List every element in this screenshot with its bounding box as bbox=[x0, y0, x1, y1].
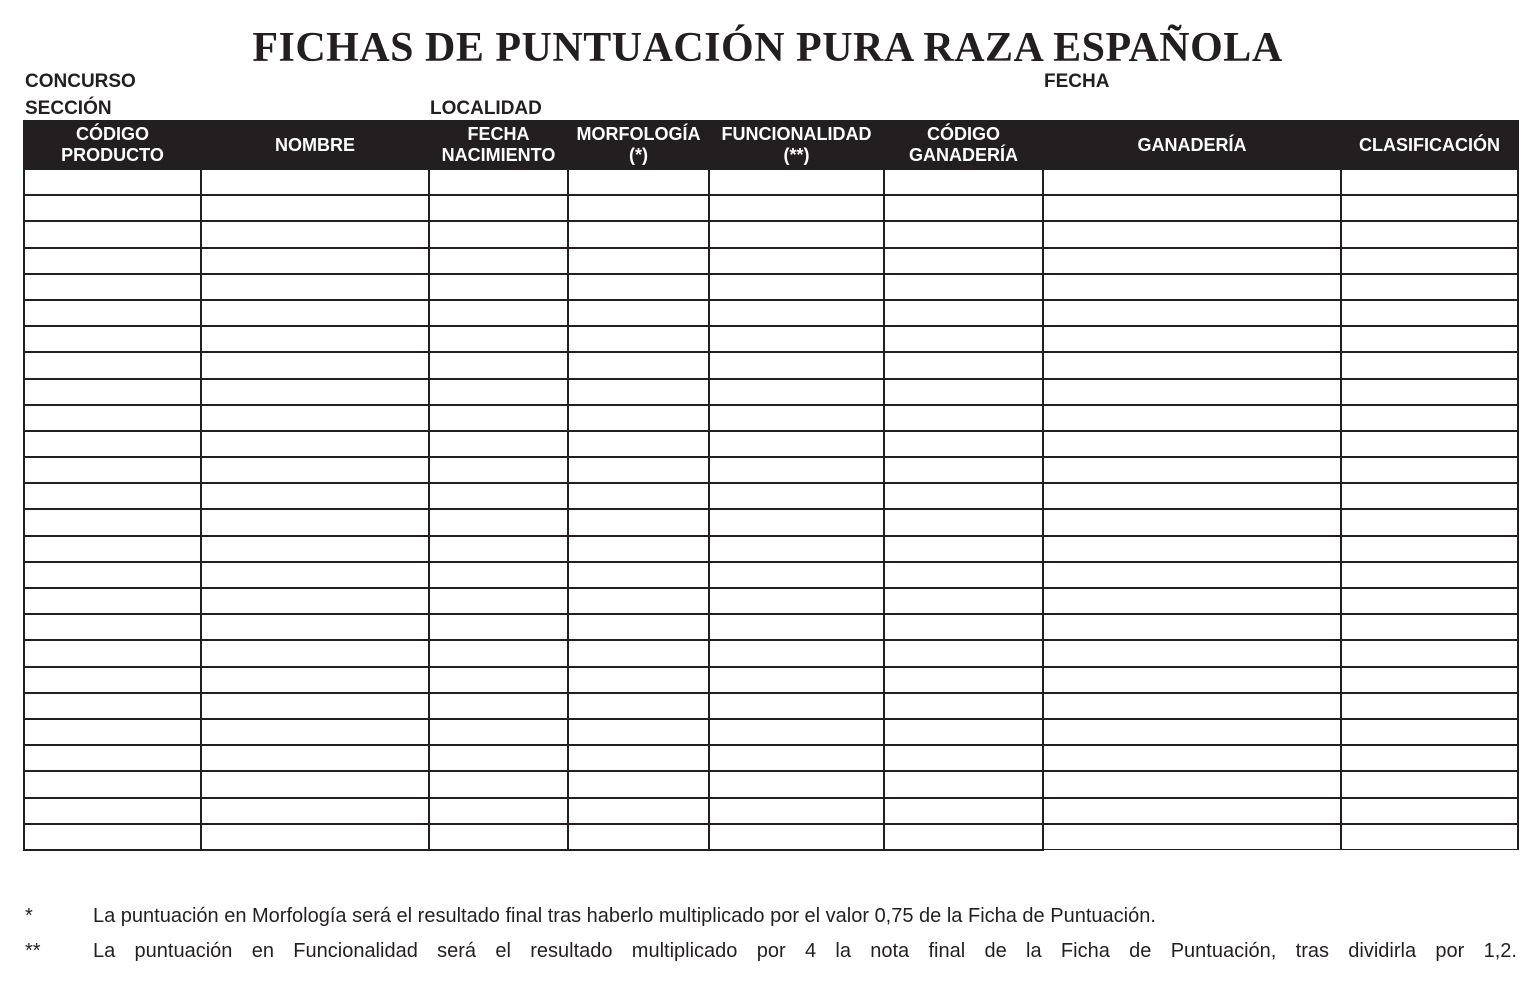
table-cell[interactable] bbox=[429, 667, 568, 693]
table-cell[interactable] bbox=[1043, 536, 1341, 562]
table-cell[interactable] bbox=[709, 221, 884, 247]
table-cell[interactable] bbox=[568, 405, 709, 431]
table-cell[interactable] bbox=[1043, 248, 1341, 274]
table-cell[interactable] bbox=[429, 300, 568, 326]
table-cell[interactable] bbox=[568, 771, 709, 797]
table-cell[interactable] bbox=[429, 352, 568, 378]
table-row bbox=[24, 169, 1518, 195]
table-cell[interactable] bbox=[884, 798, 1043, 824]
footnote-text: La puntuación en Funcionalidad será el resultado multiplicado por 4 la nota final de la Ficha de Puntuación, tras dividirla por 1,2. bbox=[93, 940, 1517, 962]
table-cell[interactable] bbox=[201, 352, 429, 378]
table-cell[interactable] bbox=[201, 562, 429, 588]
table-cell[interactable] bbox=[1043, 614, 1341, 640]
table-cell[interactable] bbox=[709, 379, 884, 405]
table-cell[interactable] bbox=[884, 719, 1043, 745]
table-cell[interactable] bbox=[201, 379, 429, 405]
table-cell[interactable] bbox=[201, 300, 429, 326]
table-cell[interactable] bbox=[201, 405, 429, 431]
table-row bbox=[24, 693, 1518, 719]
table-cell[interactable] bbox=[201, 509, 429, 535]
table-cell[interactable] bbox=[1341, 457, 1518, 483]
table-cell[interactable] bbox=[568, 274, 709, 300]
header-line: CLASIFICACIÓN bbox=[1359, 134, 1500, 155]
table-cell[interactable] bbox=[24, 352, 201, 378]
table-row bbox=[24, 667, 1518, 693]
table-cell[interactable] bbox=[709, 693, 884, 719]
table-cell[interactable] bbox=[1341, 248, 1518, 274]
table-cell[interactable] bbox=[429, 431, 568, 457]
table-cell[interactable] bbox=[568, 195, 709, 221]
table-cell[interactable] bbox=[884, 274, 1043, 300]
table-row bbox=[24, 509, 1518, 535]
table-cell[interactable] bbox=[429, 745, 568, 771]
table-cell[interactable] bbox=[1043, 483, 1341, 509]
header-codigo-ganaderia bbox=[884, 121, 1043, 169]
localidad-label: LOCALIDAD bbox=[430, 98, 542, 119]
table-cell[interactable] bbox=[884, 562, 1043, 588]
table-cell[interactable] bbox=[201, 798, 429, 824]
table-cell[interactable] bbox=[1043, 352, 1341, 378]
table-cell[interactable] bbox=[568, 431, 709, 457]
table-cell[interactable] bbox=[884, 457, 1043, 483]
header-line: FECHA bbox=[467, 124, 530, 144]
table-row bbox=[24, 588, 1518, 614]
table-cell[interactable] bbox=[568, 169, 709, 195]
table-cell[interactable] bbox=[709, 300, 884, 326]
table-cell[interactable] bbox=[1043, 169, 1341, 195]
concurso-label: CONCURSO bbox=[25, 71, 136, 92]
table-cell[interactable] bbox=[709, 248, 884, 274]
table-row bbox=[24, 457, 1518, 483]
score-table bbox=[23, 120, 1519, 851]
table-cell[interactable] bbox=[1341, 588, 1518, 614]
table-cell[interactable] bbox=[884, 640, 1043, 666]
table-cell[interactable] bbox=[201, 667, 429, 693]
table-cell[interactable] bbox=[201, 457, 429, 483]
table-cell[interactable] bbox=[429, 536, 568, 562]
table-cell[interactable] bbox=[709, 719, 884, 745]
table-cell[interactable] bbox=[24, 326, 201, 352]
table-cell[interactable] bbox=[1341, 562, 1518, 588]
table-row bbox=[24, 326, 1518, 352]
table-cell[interactable] bbox=[24, 300, 201, 326]
table-cell[interactable] bbox=[429, 798, 568, 824]
table-cell[interactable] bbox=[201, 745, 429, 771]
table-row bbox=[24, 536, 1518, 562]
table-cell[interactable] bbox=[884, 588, 1043, 614]
table-cell[interactable] bbox=[568, 300, 709, 326]
table-cell[interactable] bbox=[24, 562, 201, 588]
table-cell[interactable] bbox=[429, 195, 568, 221]
table-body bbox=[24, 169, 1518, 850]
table-cell[interactable] bbox=[1341, 667, 1518, 693]
table-cell[interactable] bbox=[429, 379, 568, 405]
table-cell[interactable] bbox=[1043, 667, 1341, 693]
header-line: GANADERÍA bbox=[908, 145, 1018, 165]
table-cell[interactable] bbox=[429, 562, 568, 588]
table-cell[interactable] bbox=[884, 509, 1043, 535]
table-cell[interactable] bbox=[429, 771, 568, 797]
table-cell[interactable] bbox=[568, 221, 709, 247]
table-cell[interactable] bbox=[709, 509, 884, 535]
header-line: (*) bbox=[629, 145, 648, 165]
table-cell[interactable] bbox=[568, 588, 709, 614]
table-cell[interactable] bbox=[24, 509, 201, 535]
table-cell[interactable] bbox=[1341, 274, 1518, 300]
table-cell[interactable] bbox=[1341, 405, 1518, 431]
table-cell[interactable] bbox=[429, 614, 568, 640]
table-cell[interactable] bbox=[201, 640, 429, 666]
table-cell[interactable] bbox=[24, 640, 201, 666]
header-line: NACIMIENTO bbox=[441, 145, 556, 165]
header-clasificacion bbox=[1341, 121, 1518, 169]
header-funcionalidad bbox=[709, 121, 884, 169]
table-cell[interactable] bbox=[201, 771, 429, 797]
table-cell[interactable] bbox=[1043, 431, 1341, 457]
table-cell[interactable] bbox=[1341, 379, 1518, 405]
table-cell[interactable] bbox=[884, 667, 1043, 693]
header-line: PRODUCTO bbox=[61, 145, 164, 165]
table-cell[interactable] bbox=[24, 719, 201, 745]
table-row bbox=[24, 300, 1518, 326]
table-cell[interactable] bbox=[24, 536, 201, 562]
table-cell[interactable] bbox=[201, 248, 429, 274]
footnote-morfologia bbox=[25, 904, 1517, 928]
table-cell[interactable] bbox=[1341, 719, 1518, 745]
table-cell[interactable] bbox=[1341, 352, 1518, 378]
table-cell[interactable] bbox=[201, 221, 429, 247]
table-cell[interactable] bbox=[1341, 169, 1518, 195]
table-cell[interactable] bbox=[709, 326, 884, 352]
table-cell[interactable] bbox=[24, 667, 201, 693]
table-cell[interactable] bbox=[24, 431, 201, 457]
table-cell[interactable] bbox=[1043, 693, 1341, 719]
table-row bbox=[24, 562, 1518, 588]
table-cell[interactable] bbox=[201, 483, 429, 509]
table-cell[interactable] bbox=[568, 509, 709, 535]
table-cell[interactable] bbox=[884, 326, 1043, 352]
table-cell[interactable] bbox=[709, 798, 884, 824]
table-cell[interactable] bbox=[1043, 824, 1341, 850]
table-cell[interactable] bbox=[568, 798, 709, 824]
table-cell[interactable] bbox=[1341, 614, 1518, 640]
table-cell[interactable] bbox=[429, 405, 568, 431]
table-cell[interactable] bbox=[1341, 509, 1518, 535]
table-cell[interactable] bbox=[884, 379, 1043, 405]
table-cell[interactable] bbox=[429, 326, 568, 352]
header-fecha-nacimiento bbox=[429, 121, 568, 169]
table-cell[interactable] bbox=[429, 719, 568, 745]
table-cell[interactable] bbox=[429, 509, 568, 535]
table-cell[interactable] bbox=[201, 693, 429, 719]
table-row bbox=[24, 640, 1518, 666]
header-line: FUNCIONALIDAD bbox=[721, 124, 872, 144]
table-row bbox=[24, 248, 1518, 274]
table-cell[interactable] bbox=[1043, 798, 1341, 824]
table-cell[interactable] bbox=[429, 457, 568, 483]
header-nombre bbox=[201, 121, 429, 169]
table-cell[interactable] bbox=[568, 536, 709, 562]
table-cell[interactable] bbox=[1341, 771, 1518, 797]
table-cell[interactable] bbox=[884, 536, 1043, 562]
footnote-text: La puntuación en Morfología será el resultado final tras haberlo multiplicado por el valor 0,75 de la Ficha de Puntuación. bbox=[93, 905, 1156, 927]
table-row bbox=[24, 431, 1518, 457]
table-cell[interactable] bbox=[1341, 326, 1518, 352]
table-cell[interactable] bbox=[429, 274, 568, 300]
table-row bbox=[24, 771, 1518, 797]
header-codigo-producto bbox=[24, 121, 201, 169]
table-cell[interactable] bbox=[1341, 221, 1518, 247]
table-cell[interactable] bbox=[201, 536, 429, 562]
table-cell[interactable] bbox=[201, 169, 429, 195]
table-cell[interactable] bbox=[24, 221, 201, 247]
table-cell[interactable] bbox=[1341, 798, 1518, 824]
table-cell[interactable] bbox=[24, 248, 201, 274]
seccion-label: SECCIÓN bbox=[25, 98, 112, 119]
table-cell[interactable] bbox=[568, 614, 709, 640]
table-row bbox=[24, 195, 1518, 221]
table-cell[interactable] bbox=[1043, 195, 1341, 221]
table-cell[interactable] bbox=[709, 352, 884, 378]
table-cell[interactable] bbox=[568, 745, 709, 771]
footnote-funcionalidad bbox=[25, 939, 1517, 963]
table-cell[interactable] bbox=[568, 667, 709, 693]
table-cell[interactable] bbox=[884, 248, 1043, 274]
table-cell[interactable] bbox=[24, 745, 201, 771]
table-cell[interactable] bbox=[709, 169, 884, 195]
table-row bbox=[24, 221, 1518, 247]
header-ganaderia bbox=[1043, 121, 1341, 169]
table-cell[interactable] bbox=[884, 221, 1043, 247]
table-cell[interactable] bbox=[201, 274, 429, 300]
table-cell[interactable] bbox=[429, 169, 568, 195]
table-cell[interactable] bbox=[429, 824, 568, 850]
table-cell[interactable] bbox=[884, 405, 1043, 431]
table-cell[interactable] bbox=[568, 326, 709, 352]
table-cell[interactable] bbox=[24, 405, 201, 431]
table-cell[interactable] bbox=[201, 195, 429, 221]
table-cell[interactable] bbox=[1341, 536, 1518, 562]
header-line: (**) bbox=[783, 145, 810, 165]
table-row bbox=[24, 352, 1518, 378]
table-cell[interactable] bbox=[709, 614, 884, 640]
table-cell[interactable] bbox=[24, 457, 201, 483]
table-cell[interactable] bbox=[429, 248, 568, 274]
footnote-mark: ** bbox=[25, 940, 41, 962]
table-cell[interactable] bbox=[884, 771, 1043, 797]
table-cell[interactable] bbox=[1341, 431, 1518, 457]
table-cell[interactable] bbox=[429, 588, 568, 614]
table-cell[interactable] bbox=[1341, 745, 1518, 771]
table-row bbox=[24, 745, 1518, 771]
table-cell[interactable] bbox=[1341, 693, 1518, 719]
table-header-row bbox=[24, 121, 1518, 169]
table-cell[interactable] bbox=[709, 562, 884, 588]
table-cell[interactable] bbox=[1043, 509, 1341, 535]
table-cell[interactable] bbox=[201, 588, 429, 614]
table-cell[interactable] bbox=[24, 588, 201, 614]
table-cell[interactable] bbox=[709, 536, 884, 562]
table-cell[interactable] bbox=[884, 169, 1043, 195]
table-cell[interactable] bbox=[24, 693, 201, 719]
table-cell[interactable] bbox=[1341, 824, 1518, 850]
table-cell[interactable] bbox=[884, 483, 1043, 509]
table-cell[interactable] bbox=[709, 771, 884, 797]
table-cell[interactable] bbox=[709, 667, 884, 693]
table-cell[interactable] bbox=[1043, 457, 1341, 483]
table-cell[interactable] bbox=[568, 824, 709, 850]
table-row bbox=[24, 719, 1518, 745]
table-cell[interactable] bbox=[884, 352, 1043, 378]
table-cell[interactable] bbox=[568, 483, 709, 509]
table-cell[interactable] bbox=[429, 221, 568, 247]
table-cell[interactable] bbox=[709, 483, 884, 509]
header-morfologia bbox=[568, 121, 709, 169]
table-cell[interactable] bbox=[24, 483, 201, 509]
table-cell[interactable] bbox=[568, 379, 709, 405]
table-cell[interactable] bbox=[709, 640, 884, 666]
header-line: CÓDIGO bbox=[75, 124, 149, 144]
table-cell[interactable] bbox=[884, 431, 1043, 457]
table-cell[interactable] bbox=[201, 431, 429, 457]
table-cell[interactable] bbox=[709, 195, 884, 221]
table-cell[interactable] bbox=[1043, 300, 1341, 326]
table-cell[interactable] bbox=[568, 457, 709, 483]
table-cell[interactable] bbox=[24, 195, 201, 221]
table-cell[interactable] bbox=[884, 693, 1043, 719]
table-row bbox=[24, 798, 1518, 824]
table-cell[interactable] bbox=[429, 640, 568, 666]
table-row bbox=[24, 824, 1518, 850]
table-cell[interactable] bbox=[1043, 221, 1341, 247]
table-cell[interactable] bbox=[201, 326, 429, 352]
table-cell[interactable] bbox=[1043, 326, 1341, 352]
table-cell[interactable] bbox=[1043, 640, 1341, 666]
table-cell[interactable] bbox=[24, 824, 201, 850]
table-cell[interactable] bbox=[201, 614, 429, 640]
table-cell[interactable] bbox=[1341, 300, 1518, 326]
table-cell[interactable] bbox=[1043, 588, 1341, 614]
table-cell[interactable] bbox=[24, 614, 201, 640]
table-cell[interactable] bbox=[884, 614, 1043, 640]
table-cell[interactable] bbox=[1341, 195, 1518, 221]
table-cell[interactable] bbox=[709, 588, 884, 614]
table-cell[interactable] bbox=[884, 824, 1043, 850]
table-cell[interactable] bbox=[568, 640, 709, 666]
table-cell[interactable] bbox=[1043, 745, 1341, 771]
table-cell[interactable] bbox=[24, 274, 201, 300]
table-row bbox=[24, 274, 1518, 300]
table-cell[interactable] bbox=[201, 824, 429, 850]
table-cell[interactable] bbox=[1341, 640, 1518, 666]
table-cell[interactable] bbox=[24, 798, 201, 824]
table-cell[interactable] bbox=[568, 719, 709, 745]
table-cell[interactable] bbox=[1043, 379, 1341, 405]
table-cell[interactable] bbox=[1043, 719, 1341, 745]
table-cell[interactable] bbox=[1043, 771, 1341, 797]
page-title: FICHAS DE PUNTUACIÓN PURA RAZA ESPAÑOLA bbox=[252, 25, 1283, 71]
fecha-label: FECHA bbox=[1044, 71, 1110, 92]
table-cell[interactable] bbox=[1043, 562, 1341, 588]
table-row bbox=[24, 483, 1518, 509]
table-row bbox=[24, 379, 1518, 405]
header-line: MORFOLOGÍA bbox=[576, 124, 701, 144]
table-cell[interactable] bbox=[568, 248, 709, 274]
table-cell[interactable] bbox=[201, 719, 429, 745]
table-row bbox=[24, 405, 1518, 431]
table-cell[interactable] bbox=[709, 405, 884, 431]
table-cell[interactable] bbox=[429, 483, 568, 509]
table-cell[interactable] bbox=[884, 300, 1043, 326]
table-cell[interactable] bbox=[568, 693, 709, 719]
table-cell[interactable] bbox=[709, 745, 884, 771]
table-cell[interactable] bbox=[709, 274, 884, 300]
table-cell[interactable] bbox=[709, 431, 884, 457]
table-cell[interactable] bbox=[709, 457, 884, 483]
table-cell[interactable] bbox=[709, 824, 884, 850]
table-cell[interactable] bbox=[884, 745, 1043, 771]
table-cell[interactable] bbox=[568, 352, 709, 378]
table-row bbox=[24, 614, 1518, 640]
table-cell[interactable] bbox=[884, 195, 1043, 221]
header-line: CÓDIGO bbox=[926, 124, 1000, 144]
table-cell[interactable] bbox=[1043, 405, 1341, 431]
table-cell[interactable] bbox=[568, 562, 709, 588]
table-cell[interactable] bbox=[24, 771, 201, 797]
header-line: NOMBRE bbox=[275, 134, 355, 155]
table-cell[interactable] bbox=[24, 379, 201, 405]
table-cell[interactable] bbox=[1341, 483, 1518, 509]
table-cell[interactable] bbox=[24, 169, 201, 195]
table-cell[interactable] bbox=[429, 693, 568, 719]
footnote-mark: * bbox=[25, 905, 33, 927]
header-line: GANADERÍA bbox=[1137, 134, 1247, 155]
table-cell[interactable] bbox=[1043, 274, 1341, 300]
